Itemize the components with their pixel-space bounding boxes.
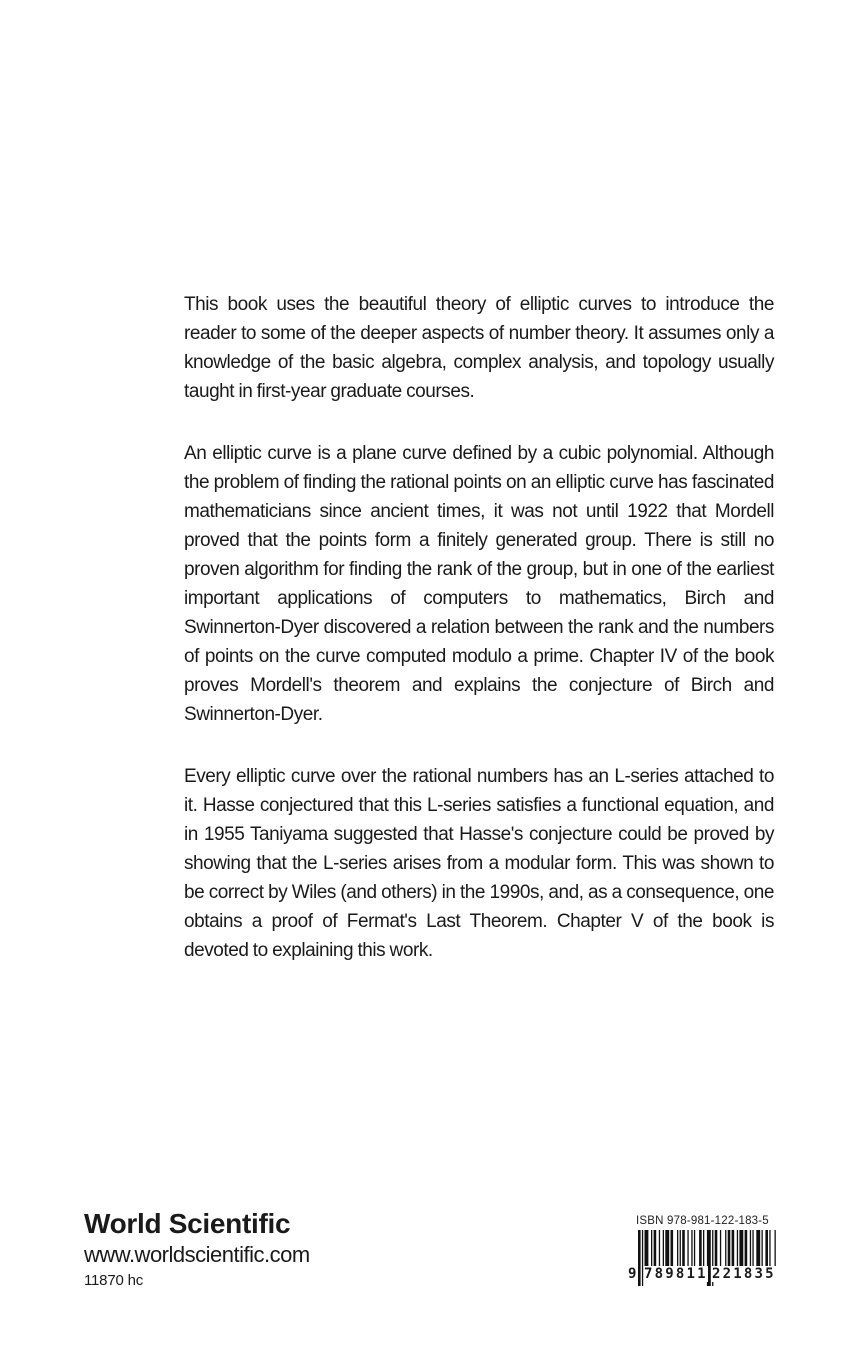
barcode-lead-digit: 9 [628,1266,637,1282]
publisher-name: World Scientific [84,1208,291,1239]
product-code: 11870 hc [84,1272,144,1289]
blurb-paragraph-3: Every elliptic curve over the rational numbers has an L-series attached to it. Hasse conjectured that this L-series satisfies a functional equation, and in 1955 Taniyama suggested that Hasse's conjecture could be proved by showing that the L-series arises from a modular form. This was shown to be correct by Wiles (and others) in the 1990s, and, as a consequence, one obtains a proof of Fermat's Last Theorem. Chapter V of the book is devoted to explaining this work. [184,766,774,961]
blurb-paragraph-1: This book uses the beautiful theory of elliptic curves to introduce the reader to some of the deeper aspects of number theory. It assumes only a knowledge of the basic algebra, complex analysis, and topology usually taught in first-year graduate courses. [184,294,774,402]
back-cover-blurb [184,290,774,998]
publisher-url: www.worldscientific.com [84,1242,310,1267]
blurb-paragraph-2: An elliptic curve is a plane curve defined by a cubic polynomial. Although the problem of finding the rational points on an elliptic curve has fascinated mathematicians since ancient times, it was not until 1922 that Mordell proved that the points form a finitely generated group. There is still no proven algorithm for finding the rank of the group, but in one of the earliest important applications of computers to mathematics, Birch and Swinnerton-Dyer discovered a relation between the rank and the numbers of points on the curve computed modulo a prime. Chapter IV of the book proves Mordell's theorem and explains the conjecture of Birch and Swinnerton-Dyer. [184,443,774,725]
barcode-left-digits: 789811 [644,1266,708,1282]
barcode-right-digits: 221835 [712,1266,776,1282]
isbn-label: ISBN 978-981-122-183-5 [636,1215,769,1227]
isbn-barcode-block [628,1214,780,1286]
publisher-block [84,1208,384,1291]
